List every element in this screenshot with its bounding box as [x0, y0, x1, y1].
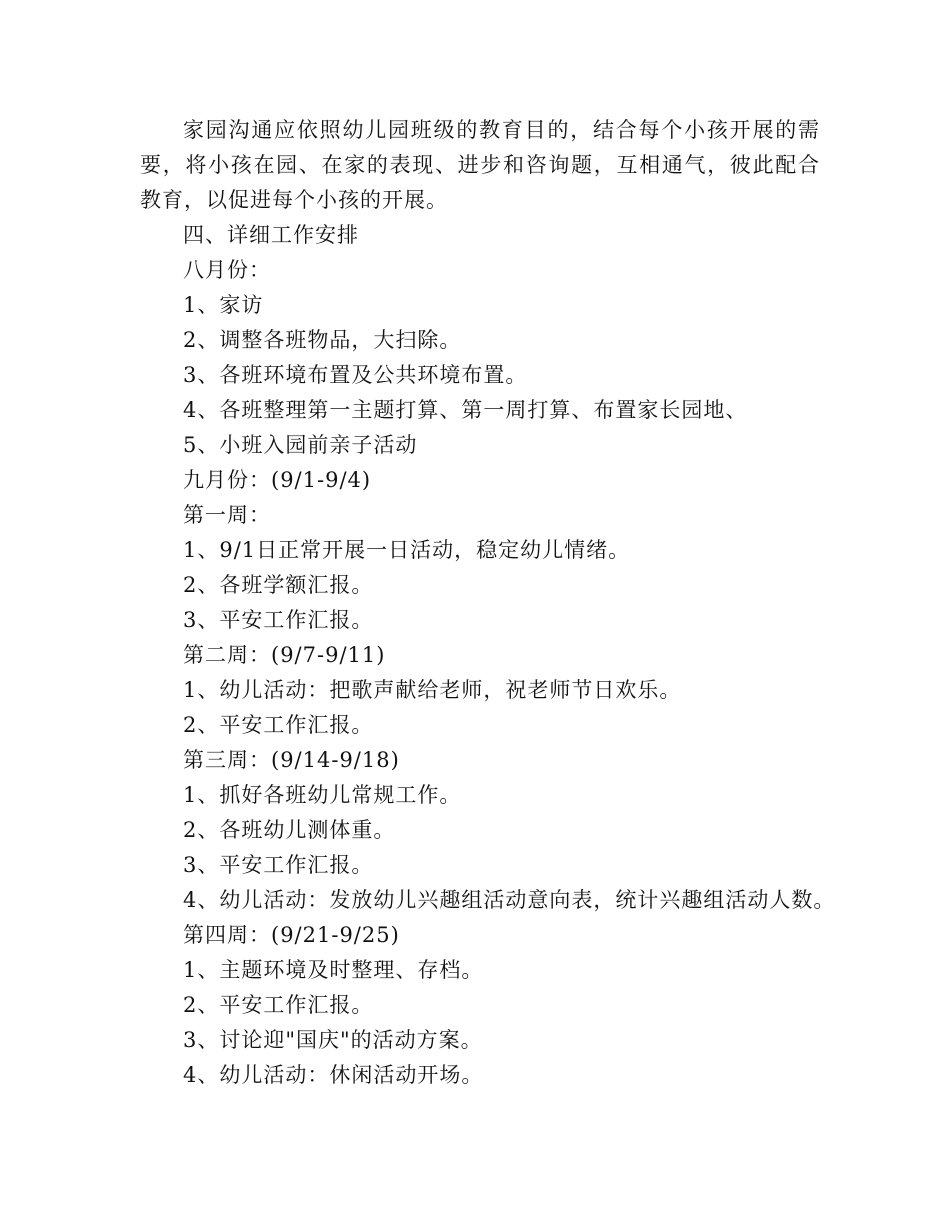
list-item: 2、调整各班物品，大扫除。 — [183, 328, 462, 352]
list-item: 2、平安工作汇报。 — [183, 993, 374, 1017]
list-item: 4、各班整理第一主题打算、第一周打算、布置家长园地、 — [183, 398, 748, 422]
list-item: 3、平安工作汇报。 — [183, 853, 374, 877]
list-item: 4、幼儿活动：发放幼儿兴趣组活动意向表，统计兴趣组活动人数。 — [183, 888, 836, 912]
list-item: 1、9/1日正常开展一日活动，稳定幼儿情绪。 — [183, 538, 631, 562]
document-body — [140, 113, 836, 1093]
list-item: 1、抓好各班幼儿常规工作。 — [183, 783, 462, 807]
section-heading: 四、详细工作安排 — [183, 223, 359, 247]
week-heading-2: 第二周：(9/7-9/11) — [183, 643, 386, 667]
month-heading-september: 九月份：(9/1-9/4) — [183, 468, 372, 492]
week-heading-4: 第四周：(9/21-9/25) — [183, 923, 400, 947]
list-item: 1、家访 — [183, 293, 264, 317]
list-item: 4、幼儿活动：休闲活动开场。 — [183, 1063, 484, 1087]
intro-paragraph: 家园沟通应依照幼儿园班级的教育目的，结合每个小孩开展的需要，将小孩在园、在家的表现、进步和咨询题，互相通气，彼此配合教育，以促进每个小孩的开展。 — [140, 118, 820, 212]
list-item: 2、各班学额汇报。 — [183, 573, 374, 597]
list-item: 1、幼儿活动：把歌声献给老师，祝老师节日欢乐。 — [183, 678, 682, 702]
month-heading-august: 八月份： — [183, 258, 271, 282]
week-heading-1: 第一周： — [183, 503, 271, 527]
list-item: 1、主题环境及时整理、存档。 — [183, 958, 484, 982]
week-heading-3: 第三周：(9/14-9/18) — [183, 748, 400, 772]
list-item: 5、小班入园前亲子活动 — [183, 433, 418, 457]
list-item: 3、讨论迎"国庆"的活动方案。 — [183, 1028, 483, 1052]
list-item: 3、平安工作汇报。 — [183, 608, 374, 632]
list-item: 2、平安工作汇报。 — [183, 713, 374, 737]
list-item: 2、各班幼儿测体重。 — [183, 818, 396, 842]
list-item: 3、各班环境布置及公共环境布置。 — [183, 363, 528, 387]
